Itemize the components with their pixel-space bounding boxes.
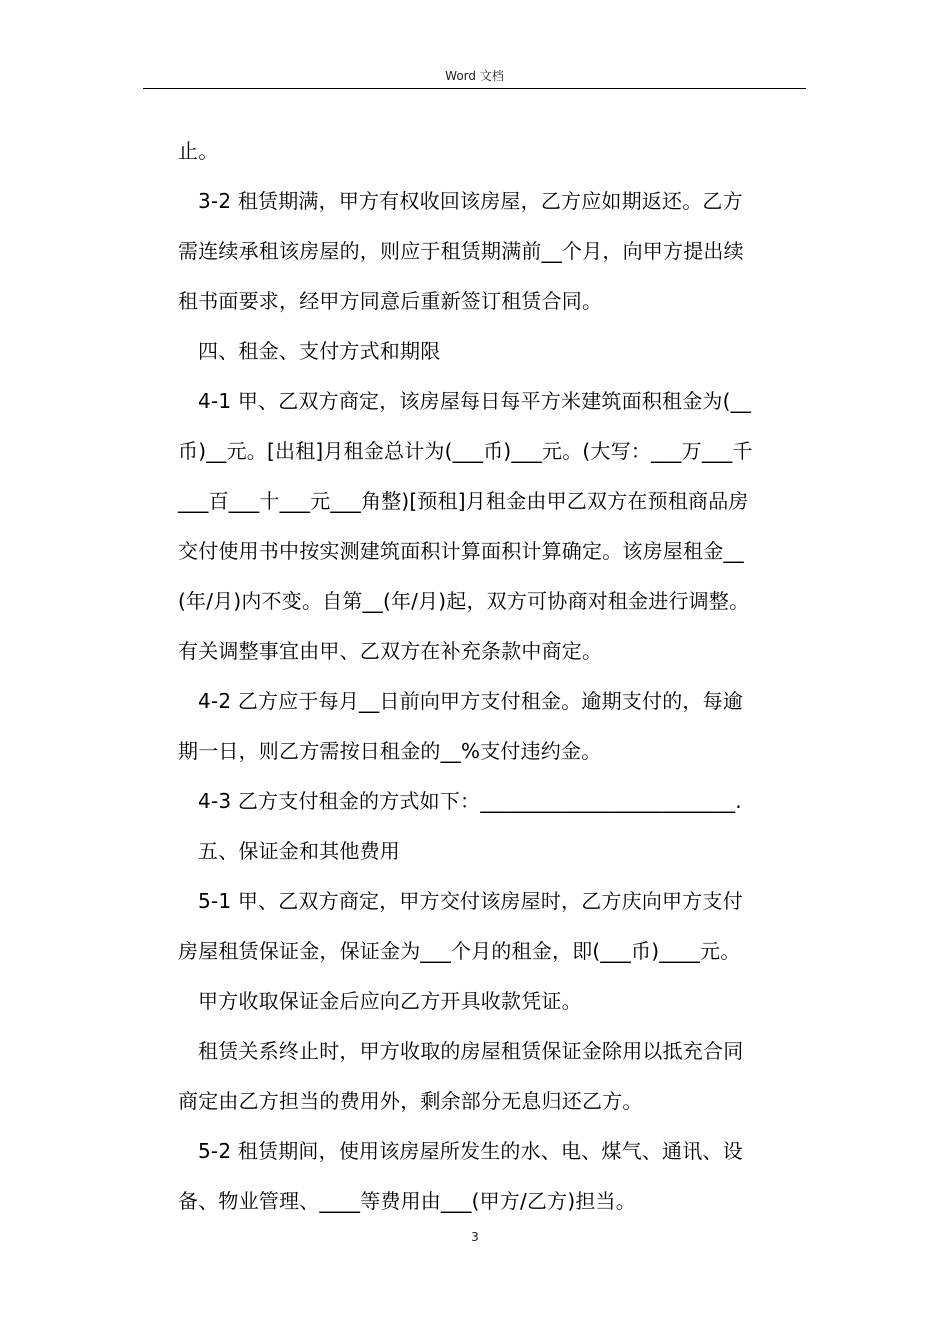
- text-line: 商定由乙方担当的费用外，剩余部分无息归还乙方。: [178, 1089, 643, 1113]
- text-line: 止。: [178, 139, 219, 163]
- text-line: 备、物业管理、____等费用由___(甲方/乙方)担当。: [178, 1189, 636, 1213]
- page-header: [143, 66, 806, 89]
- section-heading: 四、租金、支付方式和期限: [198, 339, 441, 363]
- text-line: 租书面要求，经甲方同意后重新签订租赁合同。: [178, 289, 603, 313]
- text-line: 租赁关系终止时，甲方收取的房屋租赁保证金除用以抵充合同: [198, 1039, 744, 1063]
- text-line: 4-2 乙方应于每月__日前向甲方支付租金。逾期支付的，每逾: [198, 689, 744, 713]
- text-line: 房屋租赁保证金，保证金为___个月的租金，即(___币)____元。: [178, 939, 741, 963]
- text-line: 交付使用书中按实测建筑面积计算面积计算确定。该房屋租金__: [178, 539, 744, 563]
- text-line: 4-3 乙方支付租金的方式如下：_________________________.: [198, 789, 742, 813]
- document-body: [178, 126, 804, 1226]
- text-line: 5-2 租赁期间，使用该房屋所发生的水、电、煤气、通讯、设: [198, 1139, 743, 1163]
- document-title: Word 文档: [445, 69, 504, 83]
- text-line: 需连续承租该房屋的，则应于租赁期满前__个月，向甲方提出续: [178, 239, 744, 263]
- text-line: 4-1 甲、乙双方商定，该房屋每日每平方米建筑面积租金为(__: [198, 389, 752, 413]
- text-line: (年/月)内不变。自第__(年/月)起，双方可协商对租金进行调整。: [178, 589, 750, 613]
- text-line: 3-2 租赁期满，甲方有权收回该房屋，乙方应如期返还。乙方: [198, 189, 743, 213]
- text-line: 期一日，则乙方需按日租金的__%支付违约金。: [178, 739, 602, 763]
- page-number: 3: [471, 1230, 479, 1244]
- text-line: 5-1 甲、乙双方商定，甲方交付该房屋时，乙方庆向甲方支付: [198, 889, 743, 913]
- text-line: ___百___十___元___角整)[预租]月租金由甲乙双方在预租商品房: [178, 489, 749, 513]
- text-line: 有关调整事宜由甲、乙双方在补充条款中商定。: [178, 639, 603, 663]
- text-line: 甲方收取保证金后应向乙方开具收款凭证。: [198, 989, 582, 1013]
- section-heading: 五、保证金和其他费用: [198, 839, 400, 863]
- text-line: 币)__元。[出租]月租金总计为(___币)___元。(大写：___万___千: [178, 439, 753, 463]
